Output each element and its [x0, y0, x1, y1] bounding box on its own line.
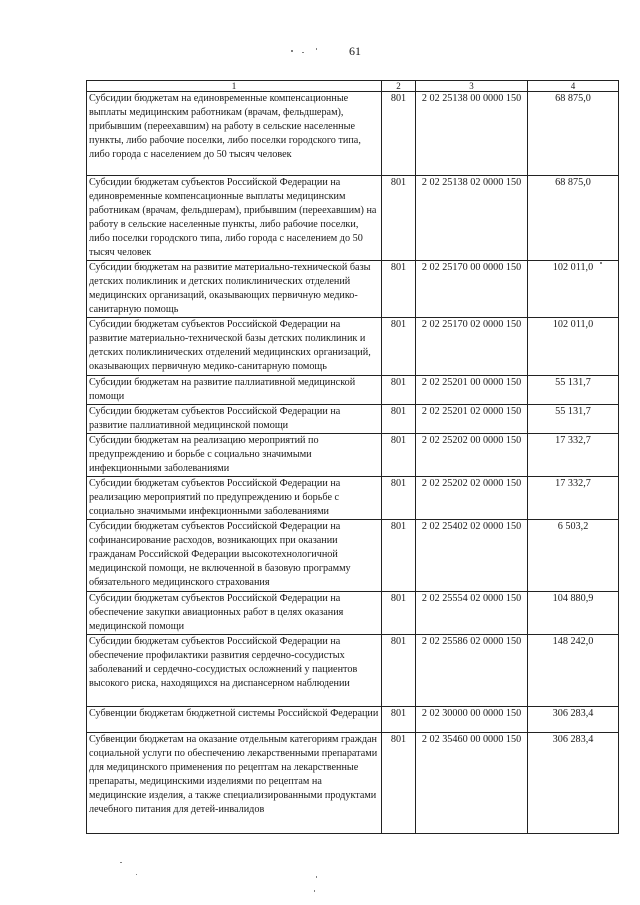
row-sum-cell: 6 503,2 — [528, 520, 619, 592]
header-cell-sum: 4 — [528, 81, 619, 92]
row-code-cell: 801 — [382, 261, 416, 318]
row-sum-cell: 17 332,7 — [528, 477, 619, 520]
table-row — [87, 477, 619, 520]
row-kbk-cell: 2 02 25202 02 0000 150 — [416, 477, 528, 520]
scan-speck — [316, 48, 317, 50]
row-kbk-cell: 2 02 25138 00 0000 150 — [416, 92, 528, 176]
row-code-cell: 801 — [382, 318, 416, 376]
header-row — [87, 81, 619, 92]
row-code-cell: 801 — [382, 592, 416, 635]
table-row — [87, 92, 619, 176]
row-code-cell: 801 — [382, 733, 416, 834]
row-kbk-cell: 2 02 35460 00 0000 150 — [416, 733, 528, 834]
scan-speck — [316, 876, 317, 878]
row-name-cell: Субсидии бюджетам субъектов Российской Федерации на единовременные компенсационные выплаты медицинским работникам (врачам, фельдшерам), прибывшим (переехавшим) на работу в сельские населенные пункты, либо рабочие поселки, либо поселки городского типа, либо города с населением до 50 тысяч человек — [87, 176, 382, 261]
row-name-cell: Субсидии бюджетам субъектов Российской Федерации на развитие материально-технической базы детских поликлиник и детских поликлинических отделений медицинских организаций, оказывающих первичную медико-санитарную помощь — [87, 318, 382, 376]
row-kbk-cell: 2 02 25202 00 0000 150 — [416, 434, 528, 477]
row-sum-cell: 55 131,7 — [528, 405, 619, 434]
row-name-cell: Субсидии бюджетам субъектов Российской Федерации на реализацию мероприятий по предупреждению и борьбе с социально значимыми инфекционными заболеваниями — [87, 477, 382, 520]
table-row — [87, 376, 619, 405]
table-body — [87, 81, 619, 834]
page-number: 61 — [349, 44, 361, 58]
row-name-cell: Субсидии бюджетам на единовременные компенсационные выплаты медицинским работникам (врачам, фельдшерам), прибывшим (переехавшим) на работу в сельские населенные пункты, либо рабочие поселки, либо поселки городского типа, либо города с населением до 50 тысяч человек — [87, 92, 382, 176]
row-kbk-cell: 2 02 25402 02 0000 150 — [416, 520, 528, 592]
row-code-cell: 801 — [382, 376, 416, 405]
table-row — [87, 707, 619, 733]
row-name-cell: Субсидии бюджетам на развитие паллиативной медицинской помощи — [87, 376, 382, 405]
scan-speck — [314, 890, 315, 892]
table-row — [87, 318, 619, 376]
row-kbk-cell: 2 02 25201 02 0000 150 — [416, 405, 528, 434]
row-name-cell: Субсидии бюджетам на развитие материально-технической базы детских поликлиник и детских поликлинических отделений медицинских организаций, оказывающих первичную медико-санитарную помощь — [87, 261, 382, 318]
row-sum-cell: 68 875,0 — [528, 176, 619, 261]
row-name-cell: Субсидии бюджетам на реализацию мероприятий по предупреждению и борьбе с социально значимыми инфекционными заболеваниями — [87, 434, 382, 477]
row-name-cell: Субвенции бюджетам на оказание отдельным категориям граждан социальной услуги по обеспечению лекарственными препаратами для медицинского применения по рецептам на лекарственные препараты, медицинскими изделиями по рецептам на медицинские изделия, а также специализированными продуктами лечебного питания для детей-инвалидов — [87, 733, 382, 834]
header-cell-name: 1 — [87, 81, 382, 92]
table-row — [87, 405, 619, 434]
table-row — [87, 520, 619, 592]
table-row — [87, 176, 619, 261]
table-row — [87, 733, 619, 834]
header-cell-code: 2 — [382, 81, 416, 92]
scan-speck — [136, 874, 137, 875]
row-kbk-cell: 2 02 25201 00 0000 150 — [416, 376, 528, 405]
row-sum-cell: 55 131,7 — [528, 376, 619, 405]
row-sum-cell: 306 283,4 — [528, 733, 619, 834]
table-row — [87, 592, 619, 635]
row-kbk-cell: 2 02 25170 00 0000 150 — [416, 261, 528, 318]
row-kbk-cell: 2 02 25170 02 0000 150 — [416, 318, 528, 376]
table-row — [87, 635, 619, 707]
row-name-cell: Субсидии бюджетам субъектов Российской Федерации на развитие паллиативной медицинской помощи — [87, 405, 382, 434]
row-code-cell: 801 — [382, 92, 416, 176]
row-kbk-cell: 2 02 25586 02 0000 150 — [416, 635, 528, 707]
row-code-cell: 801 — [382, 434, 416, 477]
row-code-cell: 801 — [382, 707, 416, 733]
row-sum-cell: 104 880,9 — [528, 592, 619, 635]
row-kbk-cell: 2 02 30000 00 0000 150 — [416, 707, 528, 733]
row-name-cell: Субсидии бюджетам субъектов Российской Федерации на обеспечение закупки авиационных работ в целях оказания медицинской помощи — [87, 592, 382, 635]
row-name-cell: Субсидии бюджетам субъектов Российской Федерации на софинансирование расходов, возникающих при оказании гражданам Российской Федерации высокотехнологичной медицинской помощи, не включенной в базовую программу обязательного медицинского страхования — [87, 520, 382, 592]
row-code-cell: 801 — [382, 635, 416, 707]
row-name-cell: Субвенции бюджетам бюджетной системы Российской Федерации — [87, 707, 382, 733]
table-row — [87, 434, 619, 477]
row-kbk-cell: 2 02 25554 02 0000 150 — [416, 592, 528, 635]
row-sum-cell: 102 011,0 — [528, 318, 619, 376]
row-name-cell: Субсидии бюджетам субъектов Российской Федерации на обеспечение профилактики развития сердечно-сосудистых заболеваний и сердечно-сосудистых осложнений у пациентов высокого риска, находящихся на диспансерном наблюдении — [87, 635, 382, 707]
scan-speck — [600, 262, 602, 264]
table-row — [87, 261, 619, 318]
row-sum-cell: 68 875,0 — [528, 92, 619, 176]
row-sum-cell: 102 011,0 — [528, 261, 619, 318]
row-sum-cell: 17 332,7 — [528, 434, 619, 477]
header-cell-kbk: 3 — [416, 81, 528, 92]
row-sum-cell: 148 242,0 — [528, 635, 619, 707]
budget-table — [86, 80, 619, 834]
scan-speck — [120, 862, 122, 863]
row-sum-cell: 306 283,4 — [528, 707, 619, 733]
row-kbk-cell: 2 02 25138 02 0000 150 — [416, 176, 528, 261]
row-code-cell: 801 — [382, 477, 416, 520]
scan-speck — [291, 50, 293, 52]
row-code-cell: 801 — [382, 405, 416, 434]
row-code-cell: 801 — [382, 520, 416, 592]
scan-speck — [302, 52, 304, 53]
row-code-cell: 801 — [382, 176, 416, 261]
